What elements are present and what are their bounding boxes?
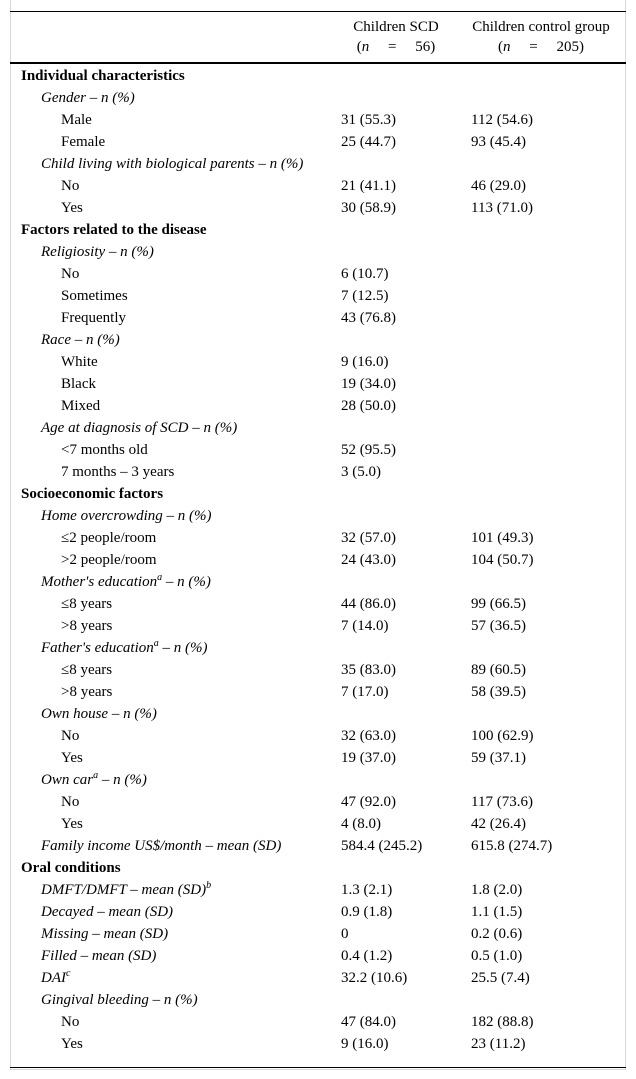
category-row xyxy=(10,659,626,681)
row-label: >8 years xyxy=(61,684,113,700)
control-value: 46 (29.0) xyxy=(471,178,526,194)
scd-value: 0.9 (1.8) xyxy=(341,904,393,920)
control-value: 0.5 (1.0) xyxy=(471,948,523,964)
variable-row xyxy=(10,241,626,263)
category-row xyxy=(10,373,626,395)
row-label: Family income US$/month – mean (SD) xyxy=(41,838,282,854)
row-label: White xyxy=(61,354,98,370)
category-row xyxy=(10,395,626,417)
variable-row xyxy=(10,637,626,659)
control-value: 23 (11.2) xyxy=(471,1036,526,1052)
scd-value: 7 (14.0) xyxy=(341,618,389,634)
category-row xyxy=(10,615,626,637)
column-header-scd xyxy=(330,17,462,57)
scd-value: 4 (8.0) xyxy=(341,816,381,832)
row-label: Factors related to the disease xyxy=(21,222,207,238)
column-header-control-n: (n = 205) xyxy=(498,39,584,55)
control-value: 58 (39.5) xyxy=(471,684,526,700)
control-value: 57 (36.5) xyxy=(471,618,526,634)
scd-value: 25 (44.7) xyxy=(341,134,396,150)
section-row xyxy=(10,219,626,241)
control-value: 25.5 (7.4) xyxy=(471,970,530,986)
row-label: DAI$^c$ xyxy=(41,968,71,986)
row-label: Gingival bleeding – n (%) xyxy=(41,992,198,1008)
row-label: No xyxy=(61,794,80,810)
row-label: Individual characteristics xyxy=(21,68,185,84)
variable-row xyxy=(10,329,626,351)
row-label: Black xyxy=(61,376,96,392)
row-label: Oral conditions xyxy=(21,860,121,876)
scd-value: 35 (83.0) xyxy=(341,662,396,678)
row-label: Father's education$^a$ – n (%) xyxy=(41,638,208,656)
variable-row xyxy=(10,835,626,857)
scd-value: 21 (41.1) xyxy=(341,178,396,194)
row-label: Yes xyxy=(61,1036,83,1052)
row-label: Yes xyxy=(61,750,83,766)
variable-row xyxy=(10,87,626,109)
variable-row xyxy=(10,945,626,967)
variable-row xyxy=(10,901,626,923)
variable-row xyxy=(10,703,626,725)
scd-value: 0.4 (1.2) xyxy=(341,948,393,964)
scd-value: 584.4 (245.2) xyxy=(341,838,423,854)
variable-row xyxy=(10,417,626,439)
row-label: Missing – mean (SD) xyxy=(41,926,169,942)
variable-row xyxy=(10,967,626,989)
category-row xyxy=(10,307,626,329)
scd-value: 32 (63.0) xyxy=(341,728,396,744)
row-label: ≤8 years xyxy=(61,662,113,678)
category-row xyxy=(10,109,626,131)
scd-value: 3 (5.0) xyxy=(341,464,381,480)
scd-value: 9 (16.0) xyxy=(341,1036,389,1052)
row-label: Child living with biological parents – n (%) xyxy=(41,156,304,172)
scd-value: 0 xyxy=(341,926,349,942)
header-rule xyxy=(10,62,626,64)
scd-value: 28 (50.0) xyxy=(341,398,396,414)
column-header-control-title: Children control group xyxy=(472,19,610,35)
control-value: 104 (50.7) xyxy=(471,552,534,568)
row-label: Female xyxy=(61,134,106,150)
scd-value: 19 (34.0) xyxy=(341,376,396,392)
row-label: Religiosity – n (%) xyxy=(41,244,154,260)
control-value: 100 (62.9) xyxy=(471,728,534,744)
control-value: 101 (49.3) xyxy=(471,530,534,546)
row-label: 7 months – 3 years xyxy=(61,464,175,480)
category-row xyxy=(10,285,626,307)
row-label: No xyxy=(61,728,80,744)
category-row xyxy=(10,1011,626,1033)
control-value: 89 (60.5) xyxy=(471,662,526,678)
control-value: 112 (54.6) xyxy=(471,112,533,128)
row-label: ≤2 people/room xyxy=(61,530,157,546)
scd-value: 43 (76.8) xyxy=(341,310,396,326)
scd-value: 7 (17.0) xyxy=(341,684,389,700)
control-value: 113 (71.0) xyxy=(471,200,533,216)
scd-value: 30 (58.9) xyxy=(341,200,396,216)
row-label: Filled – mean (SD) xyxy=(41,948,157,964)
scd-value: 32.2 (10.6) xyxy=(341,970,408,986)
category-row xyxy=(10,791,626,813)
footnote-marker: b xyxy=(206,880,212,891)
row-label: ≤8 years xyxy=(61,596,113,612)
category-row xyxy=(10,747,626,769)
row-label: Male xyxy=(61,112,92,128)
control-value: 0.2 (0.6) xyxy=(471,926,523,942)
row-label: Mother's education$^a$ – n (%) xyxy=(41,572,211,590)
scd-value: 52 (95.5) xyxy=(341,442,396,458)
category-row xyxy=(10,549,626,571)
category-row xyxy=(10,725,626,747)
row-label: Home overcrowding – n (%) xyxy=(41,508,212,524)
footnote-marker: c xyxy=(66,968,71,979)
row-label: Own car$^a$ – n (%) xyxy=(41,770,147,788)
variable-row xyxy=(10,989,626,1011)
row-label: Own house – n (%) xyxy=(41,706,157,722)
scd-value: 47 (92.0) xyxy=(341,794,396,810)
control-value: 93 (45.4) xyxy=(471,134,526,150)
row-label: Sometimes xyxy=(61,288,128,304)
variable-row xyxy=(10,505,626,527)
row-label: No xyxy=(61,178,80,194)
row-label: Yes xyxy=(61,816,83,832)
category-row xyxy=(10,813,626,835)
column-header-scd-n: (n = 56) xyxy=(356,39,436,55)
category-row xyxy=(10,351,626,373)
row-label: No xyxy=(61,1014,80,1030)
bottom-rule xyxy=(10,1067,626,1068)
section-row xyxy=(10,65,626,87)
category-row xyxy=(10,461,626,483)
scd-value: 47 (84.0) xyxy=(341,1014,396,1030)
category-row xyxy=(10,175,626,197)
variable-row xyxy=(10,571,626,593)
footnote-marker: a xyxy=(93,770,99,781)
scd-value: 7 (12.5) xyxy=(341,288,389,304)
control-value: 59 (37.1) xyxy=(471,750,526,766)
control-value: 117 (73.6) xyxy=(471,794,533,810)
row-label: >8 years xyxy=(61,618,113,634)
category-row xyxy=(10,527,626,549)
footnote-marker: a xyxy=(157,572,163,583)
control-value: 1.8 (2.0) xyxy=(471,882,523,898)
category-row xyxy=(10,197,626,219)
scd-value: 24 (43.0) xyxy=(341,552,396,568)
scd-value: 1.3 (2.1) xyxy=(341,882,393,898)
column-header-control xyxy=(465,17,617,57)
row-label: Socioeconomic factors xyxy=(21,486,164,502)
control-value: 99 (66.5) xyxy=(471,596,526,612)
row-label: Yes xyxy=(61,200,83,216)
variable-row xyxy=(10,769,626,791)
scd-value: 9 (16.0) xyxy=(341,354,389,370)
section-row xyxy=(10,483,626,505)
scd-value: 32 (57.0) xyxy=(341,530,396,546)
variable-row xyxy=(10,879,626,901)
row-label: No xyxy=(61,266,80,282)
category-row xyxy=(10,263,626,285)
category-row xyxy=(10,439,626,461)
footnote-marker: a xyxy=(153,638,159,649)
control-value: 615.8 (274.7) xyxy=(471,838,553,854)
scd-value: 19 (37.0) xyxy=(341,750,396,766)
scd-value: 6 (10.7) xyxy=(341,266,389,282)
variable-row xyxy=(10,923,626,945)
row-label: Age at diagnosis of SCD – n (%) xyxy=(41,420,238,436)
row-label: DMFT/DMFT – mean (SD)$^b$ xyxy=(41,880,212,898)
row-label: Gender – n (%) xyxy=(41,90,135,106)
row-label: Decayed – mean (SD) xyxy=(41,904,174,920)
row-label: Frequently xyxy=(61,310,126,326)
category-row xyxy=(10,1033,626,1055)
top-rule xyxy=(10,11,626,12)
category-row xyxy=(10,131,626,153)
row-label: <7 months old xyxy=(61,442,148,458)
category-row xyxy=(10,593,626,615)
category-row xyxy=(10,681,626,703)
row-label: Race – n (%) xyxy=(41,332,120,348)
variable-row xyxy=(10,153,626,175)
row-label: >2 people/room xyxy=(61,552,157,568)
control-value: 42 (26.4) xyxy=(471,816,526,832)
control-value: 182 (88.8) xyxy=(471,1014,534,1030)
row-label: Mixed xyxy=(61,398,101,414)
scd-value: 31 (55.3) xyxy=(341,112,396,128)
control-value: 1.1 (1.5) xyxy=(471,904,523,920)
column-header-scd-title: Children SCD xyxy=(353,19,439,35)
section-row xyxy=(10,857,626,879)
scd-value: 44 (86.0) xyxy=(341,596,396,612)
